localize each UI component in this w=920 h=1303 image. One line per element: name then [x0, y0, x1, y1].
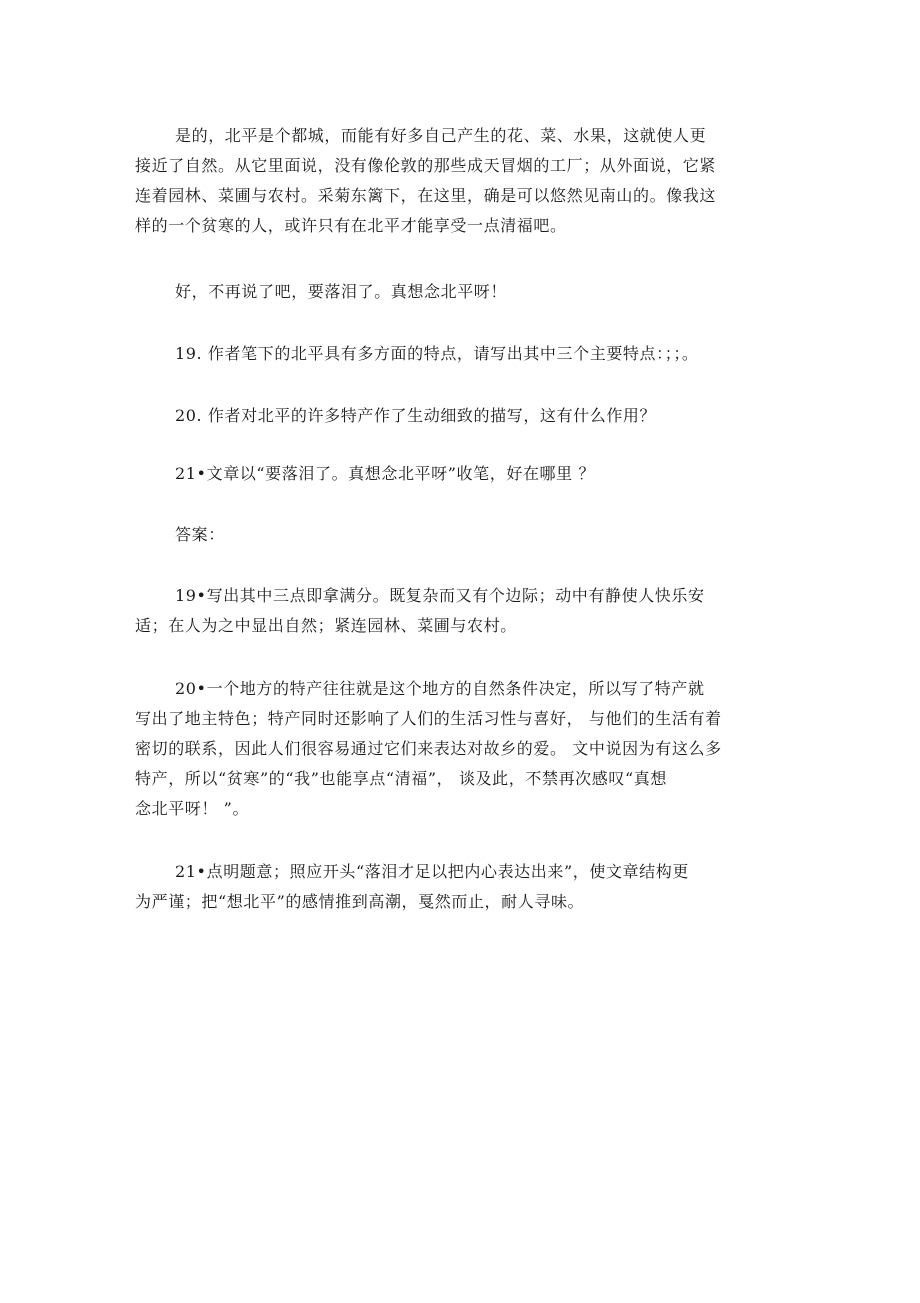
text-line: 好，不再说了吧，要落泪了。真想念北平呀！ [175, 282, 508, 301]
text-line: 样的一个贫寒的人，或许只有在北平才能享受一点清福吧。 [135, 216, 567, 235]
text-line: 是的，北平是个都城，而能有好多自己产生的花、菜、水果，这就使人更 [175, 126, 707, 145]
text-line: 适；在人为之中显出自然；紧连园林、菜圃与农村。 [135, 616, 517, 635]
answers-heading [135, 520, 765, 550]
text-line: 写出了地主特色；特产同时还影响了人们的生活习性与喜好， 与他们的生活有着 [135, 709, 722, 728]
question-text: 20. 作者对北平的许多特产作了生动细致的描写，这有什么作用？ [175, 406, 657, 425]
text-line: 密切的联系，因此人们很容易通过它们来表达对故乡的爱。 文中说因为有这么多 [135, 739, 722, 758]
question-text: 21•文章以“要落泪了。真想念北平呀”收笔，好在哪里 ？ [175, 464, 596, 483]
text-line: 连着园林、菜圃与农村。采菊东篱下，在这里，确是可以悠然见南山的。像我这 [135, 186, 717, 205]
answer-21 [135, 857, 765, 917]
answer-19 [135, 581, 765, 641]
text-line: 念北平呀！ ”。 [135, 799, 250, 818]
text-line: 特产，所以“贫寒”的“我”也能享点“清福”， 谈及此，不禁再次感叹“真想 [135, 769, 667, 788]
text-line: 接近了自然。从它里面说，没有像伦敦的那些成天冒烟的工厂；从外面说，它紧 [135, 156, 717, 175]
passage-paragraph-2 [135, 277, 765, 307]
heading-text: 答案： [175, 525, 225, 544]
question-21 [135, 459, 765, 489]
question-text: 19. 作者笔下的北平具有多方面的特点，请写出其中三个主要特点：；；。 [175, 344, 699, 363]
passage-paragraph-1 [135, 121, 765, 241]
question-20 [135, 401, 765, 431]
text-line: 19•写出其中三点即拿满分。既复杂而又有个边际；动中有静使人快乐安 [175, 586, 705, 605]
question-19 [135, 339, 765, 369]
text-line: 21•点明题意；照应开头“落泪才足以把内心表达出来”，使文章结构更 [175, 862, 689, 881]
answer-20 [135, 674, 765, 824]
text-line: 20•一个地方的特产往往就是这个地方的自然条件决定，所以写了特产就 [175, 679, 705, 698]
text-line: 为严谨；把“想北平”的感情推到高潮，戛然而止，耐人寻味。 [135, 892, 585, 911]
